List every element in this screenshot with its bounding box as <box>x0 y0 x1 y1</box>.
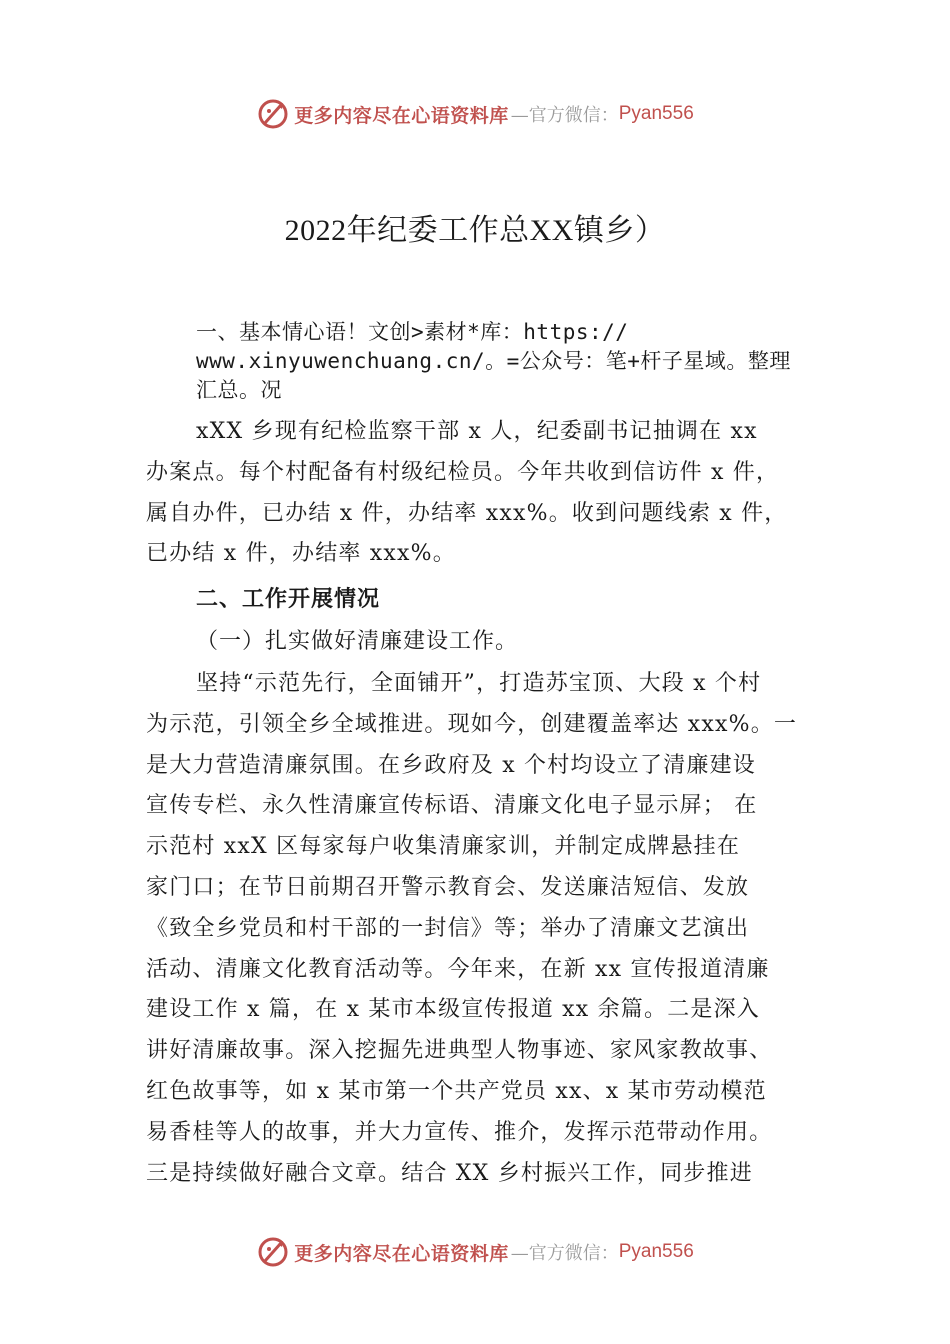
paragraph-line: 已办结 x 件，办结率 xxx%。 <box>146 541 456 567</box>
document-title: 2022年纪委工作总XX镇乡） <box>284 214 666 247</box>
banner-red-text: 更多内容尽在心语资料库 <box>294 104 509 127</box>
banner-gray-text: —官方微信： <box>510 105 619 126</box>
intro-line: www.xinyuwenchuang.cn/。=公众号：笔+杆子星域。整理 <box>196 349 791 373</box>
paragraph-line: 活动、清廉文化教育活动等。今年来，在新 xx 宣传报道清廉 <box>146 956 770 982</box>
paragraph-line: 易香桂等人的故事，并大力宣传、推介，发挥示范带动作用。 <box>146 1119 773 1145</box>
paragraph-line: 讲好清廉故事。深入挖掘先进典型人物事迹、家风家教故事、 <box>146 1038 773 1064</box>
paragraph-integrity-work <box>146 664 836 1194</box>
paragraph-line: 办案点。每个村配备有村级纪检员。今年共收到信访件 x 件， <box>146 459 780 485</box>
paragraph-line: 家门口；在节日前期召开警示教育会、发送廉洁短信、发放 <box>146 874 750 900</box>
paragraph-line: 三是持续做好融合文章。结合 XX 乡村振兴工作，同步推进 <box>146 1160 753 1186</box>
paragraph-line: 宣传专栏、永久性清廉宣传标语、清廉文化电子显示屏； 在 <box>146 793 758 819</box>
header-banner-content <box>256 97 694 131</box>
footer-banner-content <box>256 1235 694 1269</box>
paragraph-basic-info <box>146 412 836 575</box>
header-banner <box>0 94 950 134</box>
section-heading: 二、工作开展情况 <box>196 587 381 612</box>
footer-banner <box>0 1232 950 1272</box>
subsection-heading: （一）扎实做好清廉建设工作。 <box>196 629 519 654</box>
pen-logo-icon <box>256 1235 290 1269</box>
paragraph-line: 是大力营造清廉氛围。在乡政府及 x 个村均设立了清廉建设 <box>146 752 756 778</box>
banner-red-text: 更多内容尽在心语资料库 <box>294 1242 509 1265</box>
intro-block <box>196 318 836 405</box>
paragraph-line: 坚持“示范先行，全面铺开”，打造苏宝顶、大段 x 个村 <box>196 671 762 696</box>
paragraph-line: 属自办件，已办结 x 件，办结率 xxx%。收到问题线索 x 件， <box>146 500 788 526</box>
paragraph-line: 《致全乡党员和村干部的一封信》等；举办了清廉文艺演出 <box>146 915 750 941</box>
intro-line: 汇总。况 <box>196 378 282 402</box>
paragraph-line: 示范村 xxX 区每家每户收集清廉家训，并制定成牌悬挂在 <box>146 834 741 860</box>
paragraph-line: 为示范，引领全乡全域推进。现如今，创建覆盖率达 xxx%。一 <box>146 711 798 737</box>
banner-wechat-id: Pyan556 <box>618 103 694 124</box>
paragraph-line: 红色故事等，如 x 某市第一个共产党员 xx、x 某市劳动模范 <box>146 1078 767 1104</box>
banner-gray-text: —官方微信： <box>510 1243 619 1264</box>
pen-logo-icon <box>256 97 290 131</box>
paragraph-line: xXX 乡现有纪检监察干部 x 人，纪委副书记抽调在 xx <box>196 419 758 444</box>
intro-line: 一、基本情心语！文创>素材*库：https:// <box>196 320 629 344</box>
banner-wechat-id: Pyan556 <box>618 1241 694 1262</box>
paragraph-line: 建设工作 x 篇，在 x 某市本级宣传报道 xx 余篇。二是深入 <box>146 997 760 1023</box>
